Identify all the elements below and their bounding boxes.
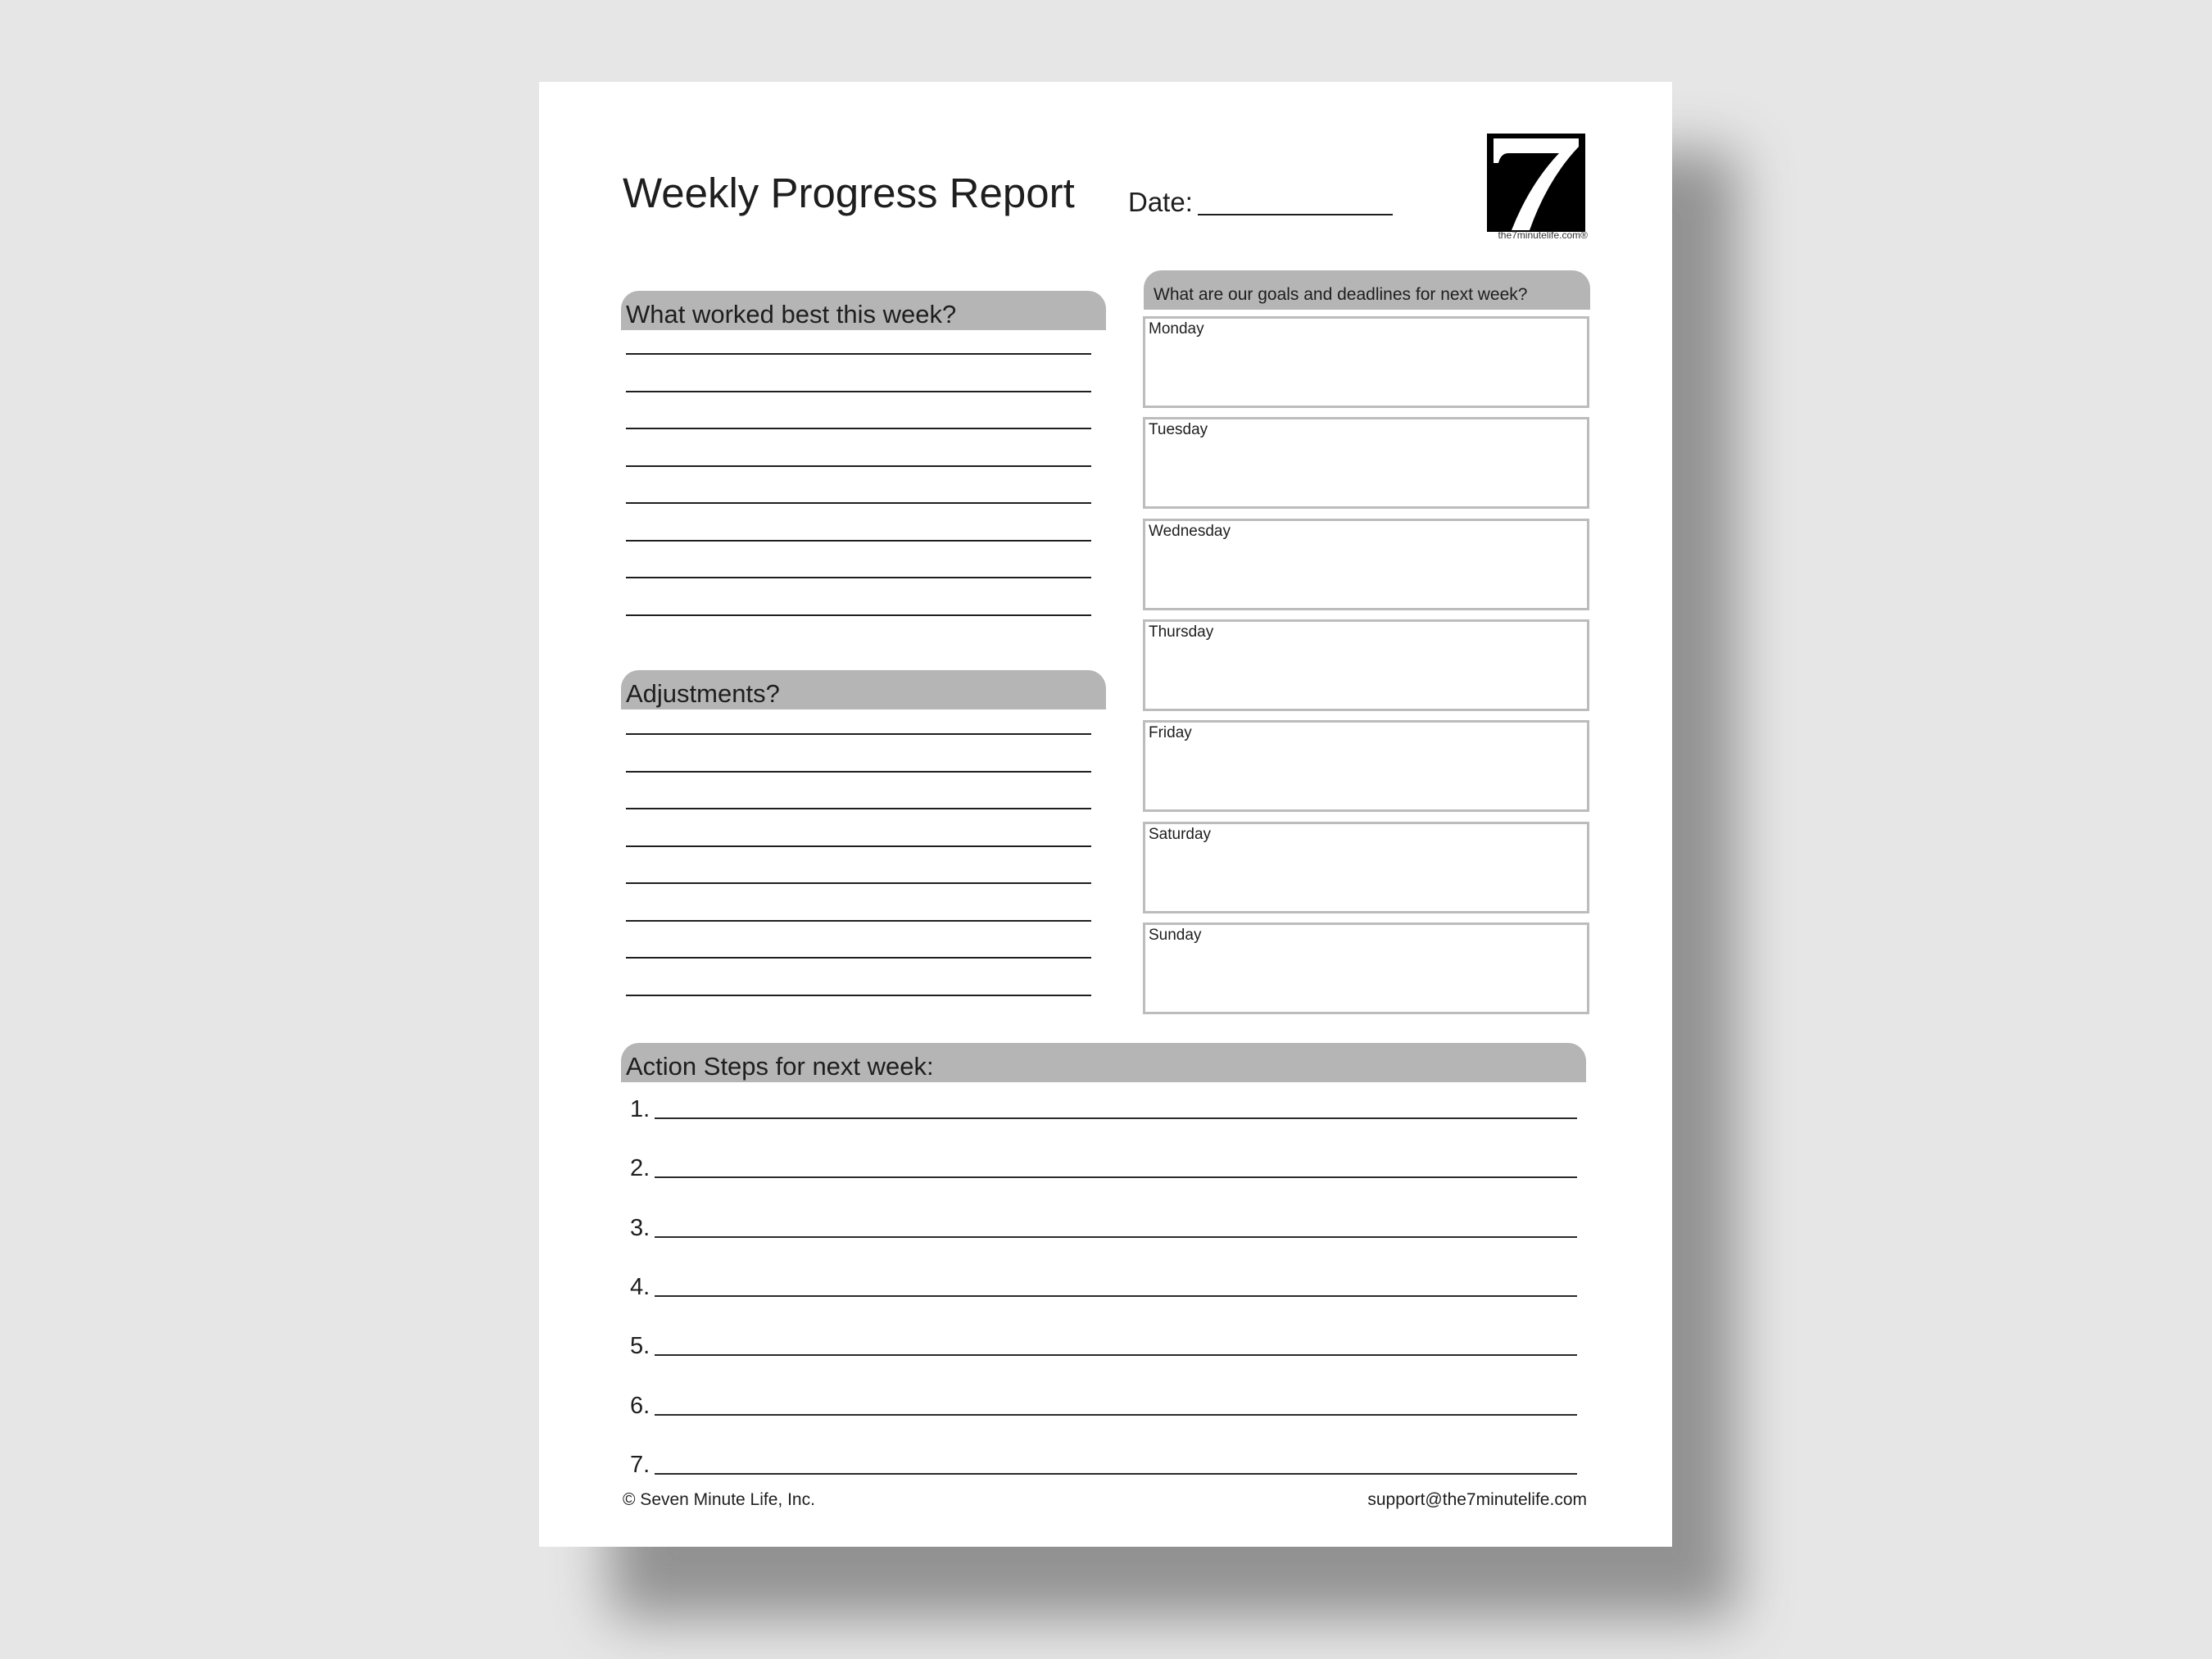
day-box-sunday[interactable] [1143,922,1589,1014]
write-in-line[interactable] [626,957,1091,959]
date-label: Date: [1128,187,1193,217]
day-box-tuesday[interactable] [1143,417,1589,509]
action-step-number: 6. [630,1392,650,1419]
action-step-number: 7. [630,1451,650,1478]
day-box-monday[interactable] [1143,316,1589,408]
action-step-line[interactable] [655,1414,1577,1416]
action-steps-heading: Action Steps for next week: [626,1052,934,1081]
day-label: Tuesday [1149,421,1208,439]
action-step-number: 2. [630,1155,650,1182]
adjustments-header [621,670,1106,709]
action-steps-header [621,1043,1586,1082]
action-step-line[interactable] [655,1354,1577,1356]
action-step-line[interactable] [655,1295,1577,1297]
day-label: Sunday [1149,926,1202,944]
write-in-line[interactable] [626,391,1091,392]
write-in-line[interactable] [626,614,1091,616]
goals-heading: What are our goals and deadlines for next week? [1154,285,1528,304]
write-in-line[interactable] [626,577,1091,578]
support-email: support@the7minutelife.com [1367,1490,1587,1509]
write-in-line[interactable] [626,502,1091,504]
write-in-line[interactable] [626,465,1091,467]
write-in-line[interactable] [626,920,1091,922]
copyright-text: © Seven Minute Life, Inc. [623,1490,815,1509]
action-step-line[interactable] [655,1473,1577,1475]
day-box-saturday[interactable] [1143,822,1589,913]
worked-best-header [621,291,1106,330]
logo-text: the7minutelife.com® [1498,229,1588,241]
write-in-line[interactable] [626,808,1091,809]
action-step-line[interactable] [655,1236,1577,1238]
action-step-number: 4. [630,1273,650,1300]
day-label: Wednesday [1149,522,1231,540]
action-step-line[interactable] [655,1176,1577,1178]
adjustments-heading: Adjustments? [626,679,780,708]
action-step-number: 5. [630,1333,650,1360]
day-label: Monday [1149,320,1204,338]
worked-best-heading: What worked best this week? [626,300,957,329]
day-label: Thursday [1149,623,1214,641]
action-step-number: 1. [630,1096,650,1122]
write-in-line[interactable] [626,845,1091,847]
write-in-line[interactable] [626,771,1091,773]
goals-header [1144,270,1590,310]
write-in-line[interactable] [626,882,1091,884]
date-field-line[interactable] [1198,214,1393,215]
seven-digit-logo-icon [1487,134,1585,232]
write-in-line[interactable] [626,353,1091,355]
day-box-wednesday[interactable] [1143,519,1589,610]
page-title: Weekly Progress Report [623,170,1075,216]
day-label: Friday [1149,724,1192,742]
day-label: Saturday [1149,825,1212,843]
action-step-line[interactable] [655,1117,1577,1119]
day-box-thursday[interactable] [1143,619,1589,711]
write-in-line[interactable] [626,995,1091,996]
worksheet-page [539,82,1672,1547]
write-in-line[interactable] [626,540,1091,542]
write-in-line[interactable] [626,428,1091,429]
write-in-line[interactable] [626,733,1091,735]
action-step-number: 3. [630,1214,650,1241]
day-box-friday[interactable] [1143,720,1589,812]
